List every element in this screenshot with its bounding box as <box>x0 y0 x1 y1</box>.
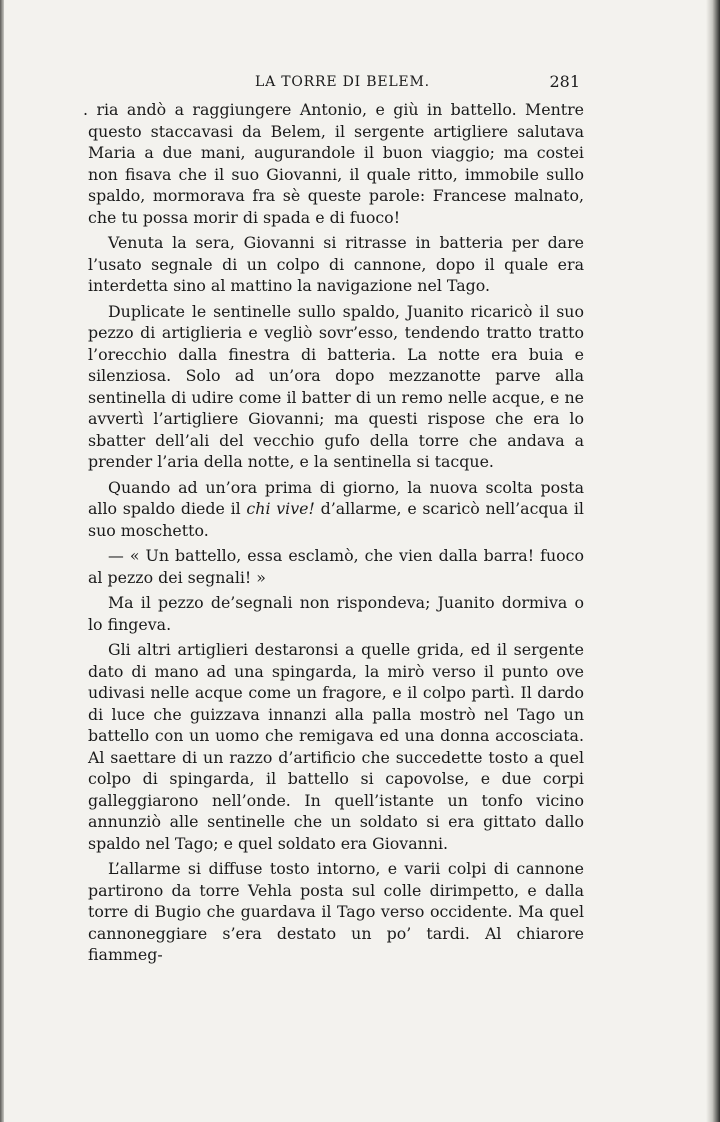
paragraph-text: L’allarme si diffuse tosto intorno, e varii colpi di cannone partirono da torre Vehla posta sul colle dirimpetto, e dalla torre di Bugio che guardava il Tago verso occidente. Ma quel cannoneggiare s’era destato un po’ tardi. Al chiarore fiammeg- <box>88 859 584 964</box>
paragraph-text: Ma il pezzo de’segnali non rispondeva; Juanito dormiva o lo fingeva. <box>88 593 584 634</box>
paragraph <box>88 477 584 542</box>
running-title: LA TORRE DI BELEM. <box>255 74 430 90</box>
italic-phrase: chi vive! <box>246 499 315 518</box>
paragraph-text: — « Un battello, essa esclamò, che vien dalla barra! fuoco al pezzo dei segnali! » <box>88 546 584 587</box>
page-header <box>90 72 580 96</box>
paragraph <box>88 301 584 473</box>
paragraph <box>88 232 584 297</box>
paragraph <box>88 858 584 966</box>
paragraph-continued <box>83 99 584 228</box>
paragraph-dialogue <box>88 545 584 588</box>
paragraph-text: Duplicate le sentinelle sullo spaldo, Juanito ricaricò il suo pezzo di artiglieria e vegliò sovr’esso, tendendo tratto tratto l’orecchio dalla finestra di batteria. La notte era buia e silenziosa. Solo ad un’ora dopo mezzanotte parve alla sentinella di udire come il batter di un remo nelle acque, e ne avvertì l’artigliere Giovanni; ma questi rispose che era lo sbatter dell’ali del vecchio gufo della torre che andava a prender l’aria della notte, e la sentinella si tacque. <box>88 301 584 471</box>
paragraph-text: d’allarme, e scaricò nell’acqua il suo moschetto. <box>88 499 584 540</box>
paragraph-text: Venuta la sera, Giovanni si ritrasse in batteria per dare l’usato segnale di un colpo di cannone, dopo il quale era interdetta sino al mattino la navigazione nel Tago. <box>88 233 584 295</box>
page-body <box>83 99 584 966</box>
paragraph <box>88 592 584 635</box>
paragraph-text: Gli altri artiglieri destaronsi a quelle grida, ed il sergente dato di mano ad una spingarda, la mirò verso il punto ove udivasi nelle acque come un fragore, e il colpo partì. Il dardo di luce che guizzava innanzi alla palla mostrò nel Tago un battello con un uomo che remigava ed una donna accosciata. Al saettare di un razzo d’artificio che succedette tosto a quel colpo di spingarda, il battello si capovolse, e due corpi galleggiarono nell’onde. In quell’istante un tonfo vicino annunziò alle sentinelle che un soldato si era gittato dallo spaldo nel Tago; e quel soldato era Giovanni. <box>88 640 584 853</box>
paragraph-text: . ria andò a raggiungere Antonio, e giù in battello. Mentre questo staccavasi da Belem, il sergente artigliere salutava Maria a due mani, augurandole il buon viaggio; ma costei non fisava che il suo Giovanni, il quale ritto, immobile sullo spaldo, mormorava fra sè queste parole: Francese malnato, che tu possa morir di spada e di fuoco! <box>83 100 584 227</box>
page-number: 281 <box>549 72 580 91</box>
paragraph-text: Quando ad un’ora prima di giorno, la nuova scolta posta allo spaldo diede il <box>88 477 584 518</box>
paragraph <box>88 639 584 854</box>
book-spine-shadow <box>706 0 720 1122</box>
